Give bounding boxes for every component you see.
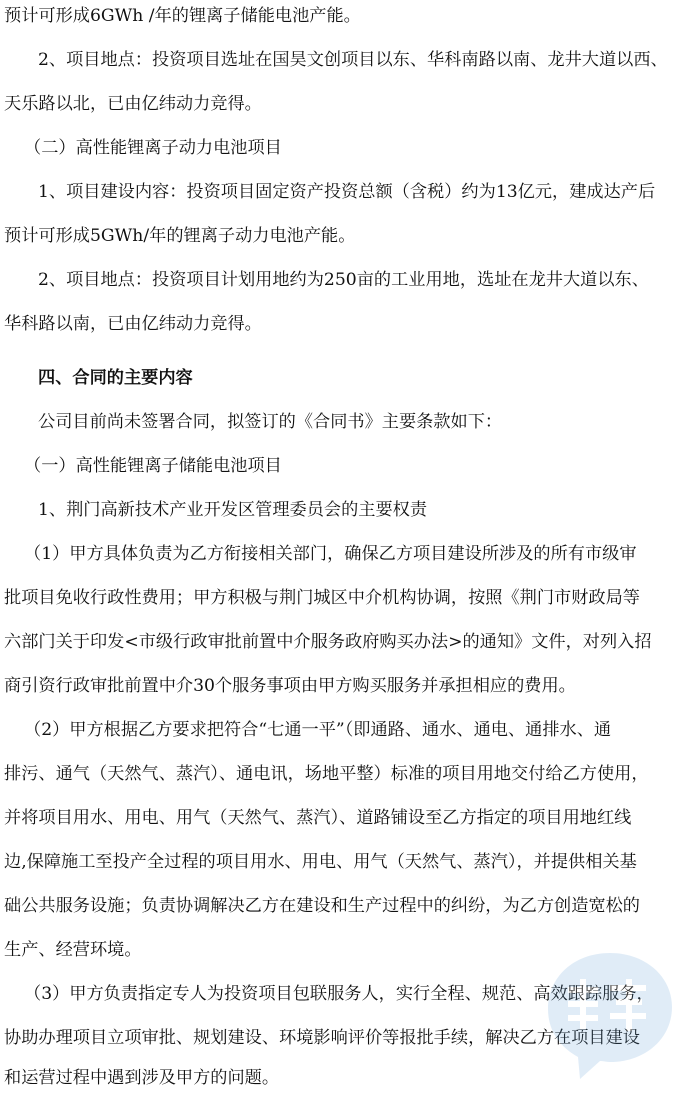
section-heading: 四、合同的主要内容 xyxy=(38,368,193,388)
paragraph-line: 础公共服务设施；负责协调解决乙方在建设和生产过程中的纠纷，为乙方创造宽松的 xyxy=(4,896,640,916)
paragraph-line: 并将项目用水、用电、用气（天然气、蒸汽）、道路铺设至乙方指定的项目用地红线 xyxy=(4,808,632,828)
paragraph-line: 公司目前尚未签署合同，拟签订的《合同书》主要条款如下： xyxy=(38,412,503,432)
paragraph-line: 协助办理项目立项审批、规划建设、环境影响评价等报批手续，解决乙方在项目建设 xyxy=(4,1028,640,1048)
paragraph-line: 商引资行政审批前置中介30个服务事项由甲方购买服务并承担相应的费用。 xyxy=(4,676,576,696)
paragraph-line: 天乐路以北，已由亿纬动力竞得。 xyxy=(4,94,262,114)
paragraph-line: 和运营过程中遇到涉及甲方的问题。 xyxy=(4,1068,280,1088)
paragraph-line: 华科路以南，已由亿纬动力竞得。 xyxy=(4,314,262,334)
section-subheading: （二）高性能锂离子动力电池项目 xyxy=(24,138,282,158)
paragraph-line: （2）甲方根据乙方要求把符合“七通一平”（即通路、通水、通电、通排水、通 xyxy=(24,720,612,740)
paragraph-line: 1、项目建设内容：投资项目固定资产投资总额（含税）约为13亿元，建成达产后 xyxy=(38,182,656,202)
paragraph-line: 批项目免收行政性费用；甲方积极与荆门城区中介机构协调，按照《荆门市财政局等 xyxy=(4,588,640,608)
paragraph-line: 预计可形成5GWh/年的锂离子动力电池产能。 xyxy=(4,226,356,246)
paragraph-line: 1、荆门高新技术产业开发区管理委员会的主要权责 xyxy=(38,500,428,520)
paragraph-line: 生产、经营环境。 xyxy=(4,940,142,960)
paragraph-line: （1）甲方具体负责为乙方衔接相关部门，确保乙方项目建设所涉及的所有市级审 xyxy=(24,544,637,564)
paragraph-line: 2、项目地点：投资项目计划用地约为250亩的工业用地，选址在龙井大道以东、 xyxy=(38,270,649,290)
paragraph-line: 预计可形成6GWh /年的锂离子储能电池产能。 xyxy=(4,6,361,26)
paragraph-line: 排污、通气（天然气、蒸汽）、通电讯，场地平整）标准的项目用地交付给乙方使用， xyxy=(4,764,649,784)
paragraph-line: （3）甲方负责指定专人为投资项目包联服务人，实行全程、规范、高效跟踪服务， xyxy=(24,984,654,1004)
paragraph-line: 六部门关于印发<市级行政审批前置中介服务政府购买办法>的通知》文件，对列入招 xyxy=(4,632,652,652)
paragraph-line: 2、项目地点：投资项目选址在国昊文创项目以东、华科南路以南、龙井大道以西、 xyxy=(38,50,668,70)
paragraph-line: 边,保障施工至投产全过程的项目用水、用电、用气（天然气、蒸汽），并提供相关基 xyxy=(4,852,637,872)
section-subheading: （一）高性能锂离子储能电池项目 xyxy=(24,456,282,476)
